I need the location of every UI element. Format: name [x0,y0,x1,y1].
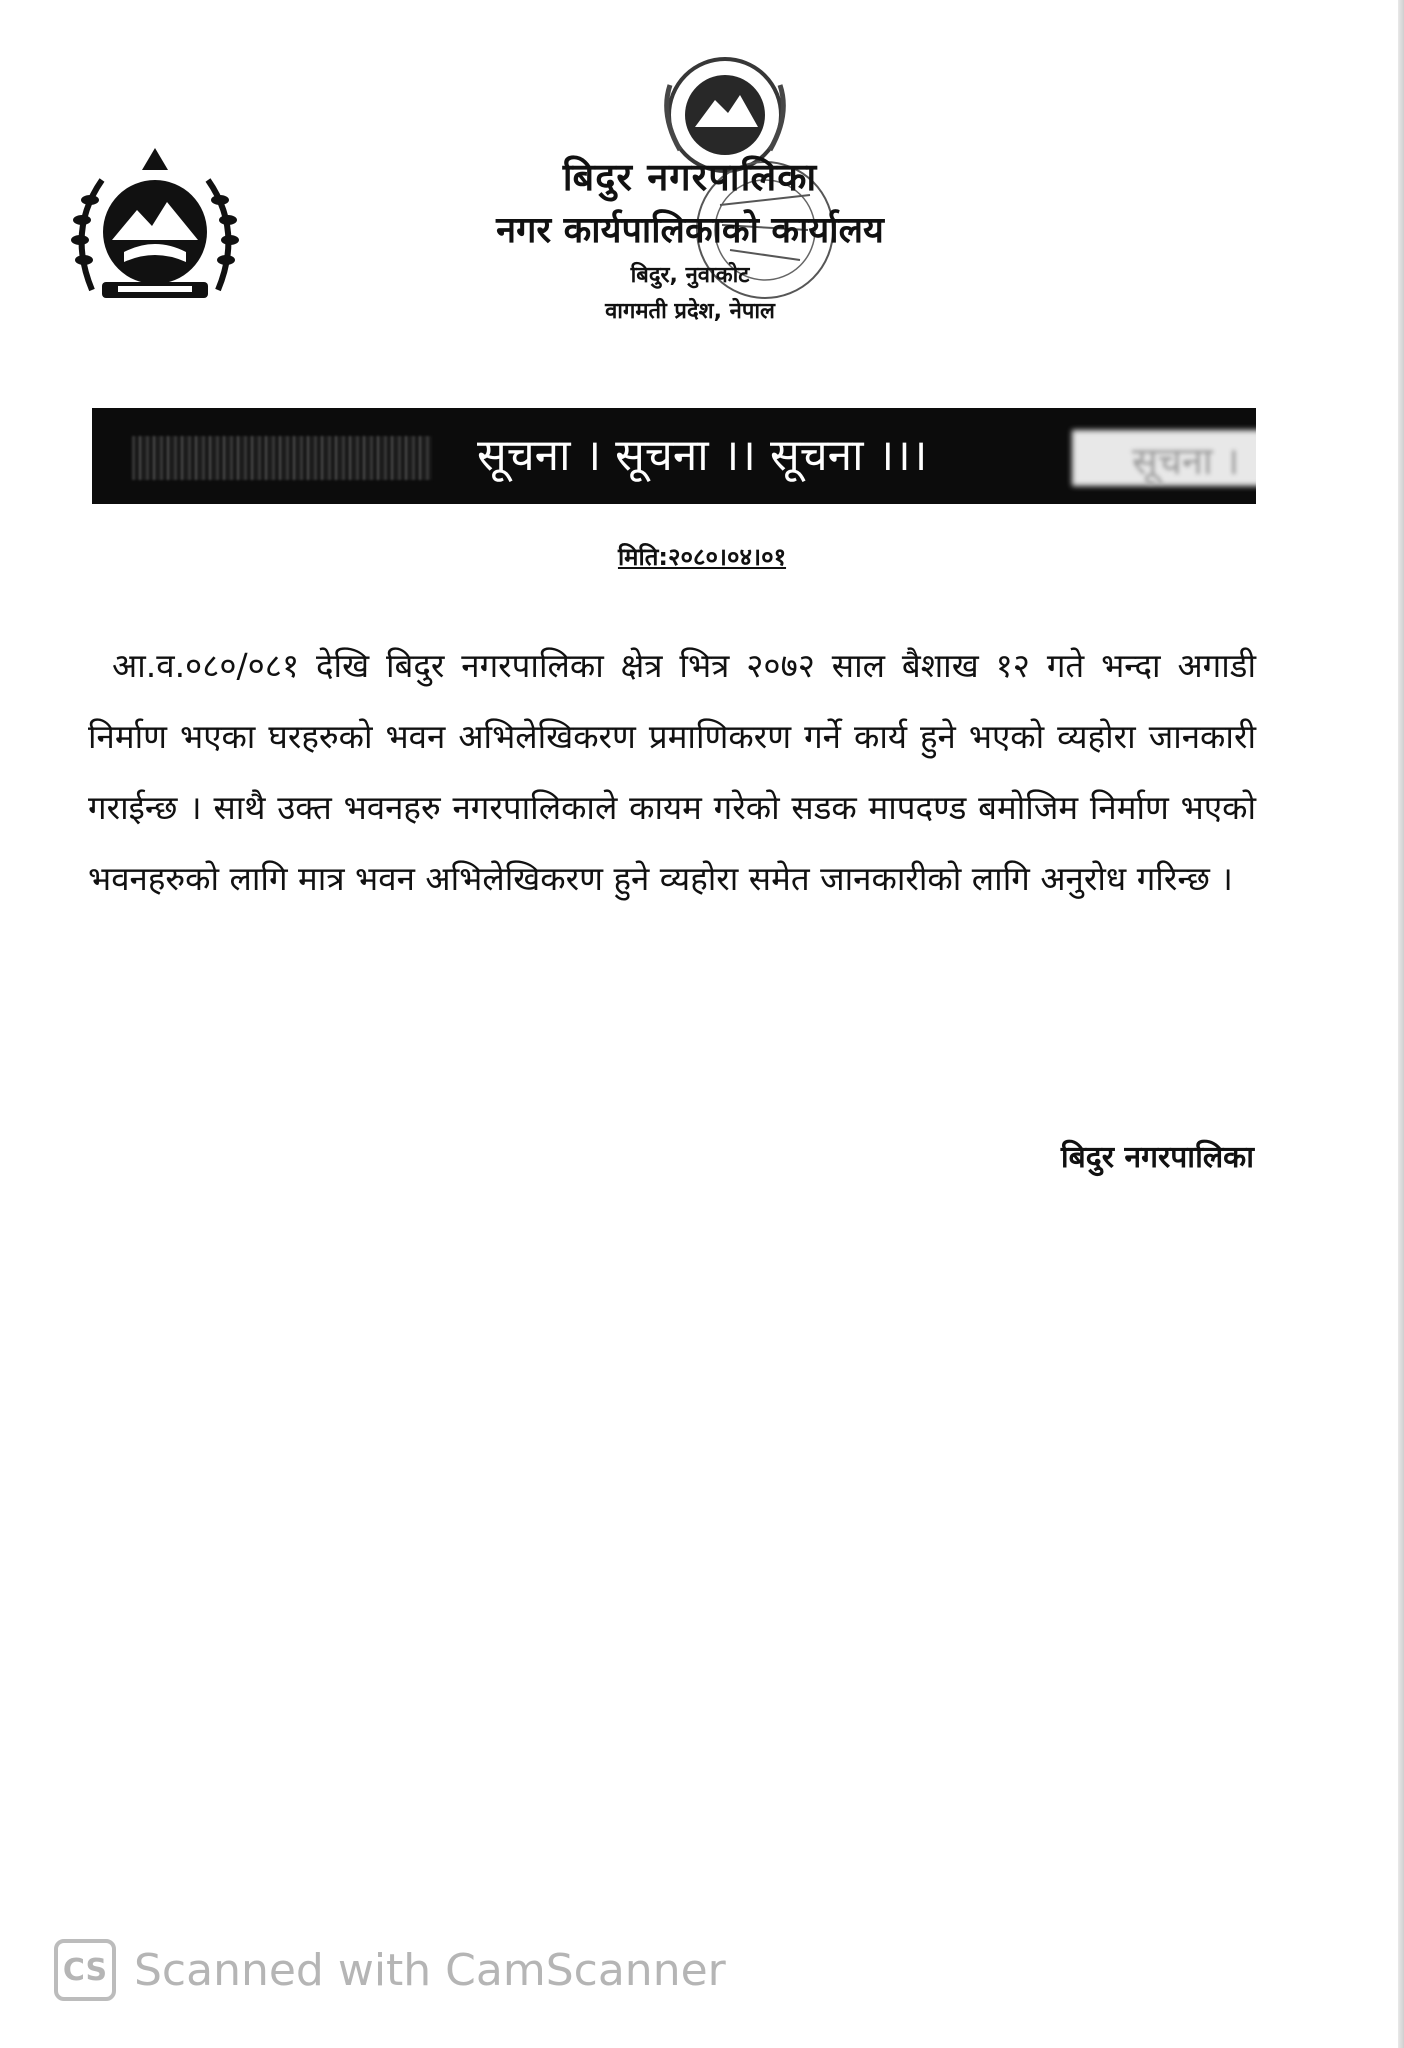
signature-line: बिदुर नगरपालिका [1060,1140,1254,1175]
camscanner-logo-icon: CS [54,1939,116,2001]
notice-body: आ.व.०८०/०८१ देखि बिदुर नगरपालिका क्षेत्र भित्र २०७२ साल बैशाख १२ गते भन्दा अगाडी निर्माण भएका घरहरुको भवन अभिलेखिकरण प्रमाणिकरण गर्ने कार्य हुने भएको व्यहोरा जानकारी गराईन्छ । साथै उक्त भवनहरु नगरपालिकाले कायम गरेको सडक मापदण्ड बमोजिम निर्माण भएको भवनहरुको लागि मात्र भवन अभिलेखिकरण हुने व्यहोरा समेत जानकारीको लागि अनुरोध गरिन्छ । [88,646,1256,898]
letterhead [330,150,1050,330]
org-name: बिदुर नगरपालिका [562,155,818,199]
camscanner-watermark [54,1935,726,2005]
nepal-emblem-logo [62,140,248,310]
notice-banner [92,408,1256,504]
office-name: नगर कार्यपालिकाको कार्यालय [496,210,884,251]
notice-banner-text: सूचना । सूचना ।। सूचना ।।। [477,430,928,481]
notice-date: मिति:२०८०।०४।०१ [617,543,787,571]
office-address: बिदुर, नुवाकोट [630,263,750,288]
province-line: वागमती प्रदेश, नेपाल [605,299,775,324]
watermark-text: Scanned with CamScanner [134,1944,726,1996]
banner-noise [132,436,432,480]
banner-blurred-text: सूचना । [1132,439,1240,483]
page-edge [1398,0,1404,2048]
